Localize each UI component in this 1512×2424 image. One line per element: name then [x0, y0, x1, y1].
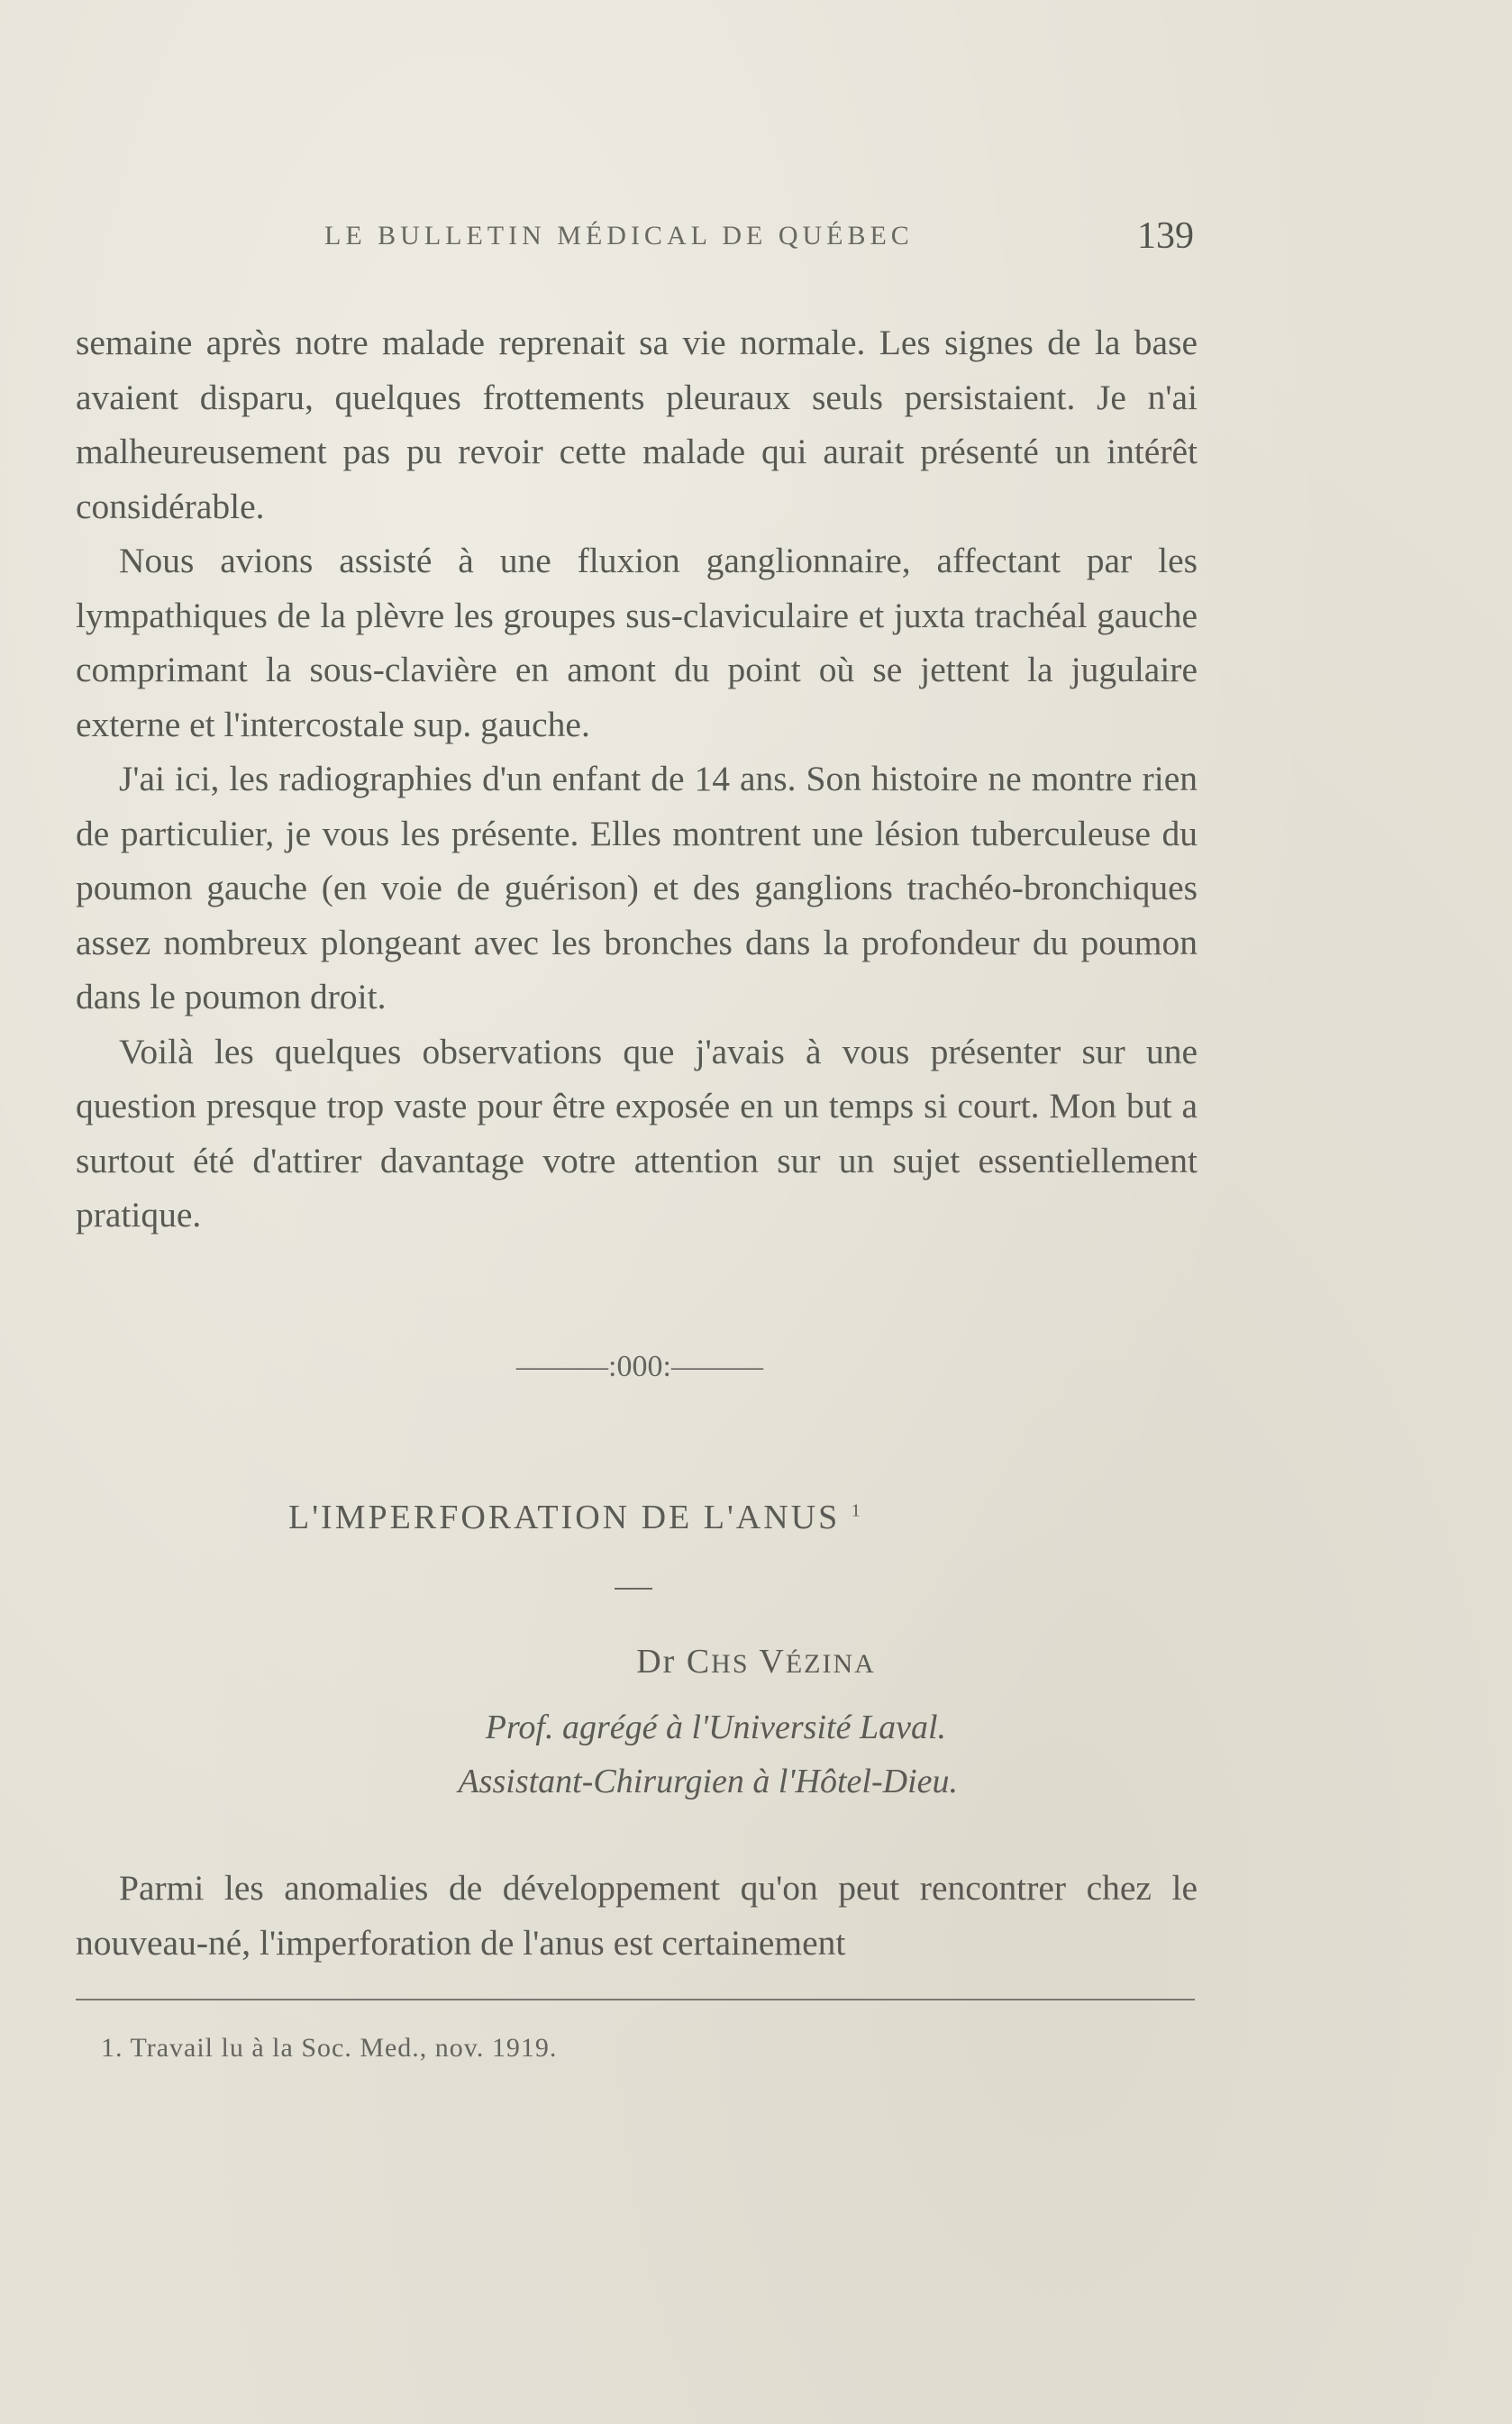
footnote-mark: 1: [851, 1500, 861, 1521]
author-last-initial: V: [759, 1643, 786, 1681]
paragraph: semaine après notre malade reprenait sa vie normale. Les signes de la base avaient disparu, quelques frottements pleuraux seuls persistaient. Je n'ai malheureusement pas pu revoir cette malade qui aurait présenté un intérêt considérable.: [76, 323, 1198, 526]
paragraph: Parmi les anomalies de développement qu'on peut rencontrer chez le nouveau-né, l'imperforation de l'anus est certainement: [76, 1868, 1198, 1963]
author-first-rest: HS: [711, 1649, 750, 1679]
article-title-text: L'IMPERFORATION DE L'ANUS: [288, 1499, 841, 1536]
author-prefix: Dr: [636, 1643, 677, 1681]
author-last-rest: ÉZINA: [785, 1649, 876, 1679]
running-header: LE BULLETIN MÉDICAL DE QUÉBEC: [324, 221, 914, 251]
paragraph: Voilà les quelques observations que j'avais à vous présenter sur une question presque trop vaste pour être exposée en un temps si court. Mon but a surtout été d'attirer davantage votre attention sur un sujet essentiellement pratique.: [76, 1031, 1198, 1235]
footnote: 1. Travail lu à la Soc. Med., nov. 1919.: [101, 2033, 558, 2063]
article-2-body: [76, 1861, 1198, 1970]
author-affiliation-1: Prof. agrégé à l'Université Laval.: [485, 1709, 946, 1746]
page-number: 139: [1137, 215, 1194, 257]
article-title: [288, 1498, 1009, 1537]
author-line: [0, 1642, 1512, 1681]
article-1-body: [76, 315, 1198, 1243]
title-rule: [615, 1588, 652, 1590]
author-affiliation-2: Assistant-Chirurgien à l'Hôtel-Dieu.: [458, 1763, 958, 1800]
footnote-rule: [76, 1999, 1195, 2000]
paragraph: J'ai ici, les radiographies d'un enfant de 14 ans. Son histoire ne montre rien de particulier, je vous les présente. Elles montrent une lésion tuberculeuse du poumon gauche (en voie de guérison) et des ganglions trachéo-bronchiques assez nombreux plongeant avec les bronches dans la profondeur du poumon dans le poumon droit.: [76, 759, 1198, 1016]
paragraph: Nous avions assisté à une fluxion ganglionnaire, affectant par les lympathiques de la plèvre les groupes sus-claviculaire et juxta trachéal gauche comprimant la sous-clavière en amont du point où se jettent la jugulaire externe et l'intercostale sup. gauche.: [76, 541, 1198, 744]
author-first-initial: C: [686, 1643, 712, 1681]
section-separator: ———:000:———: [516, 1350, 763, 1383]
